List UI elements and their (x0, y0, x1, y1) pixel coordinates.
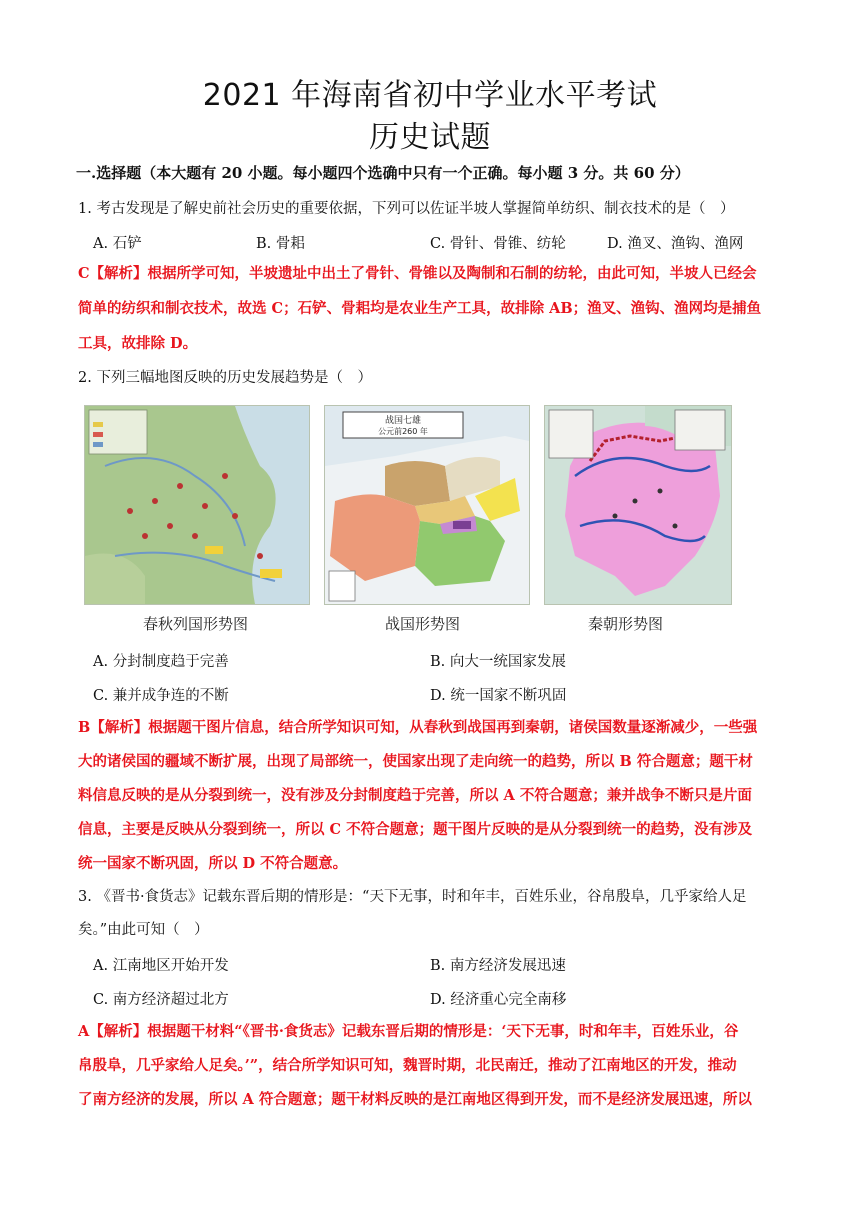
question-2-stem: 2. 下列三幅地图反映的历史发展趋势是（ ） (78, 370, 372, 386)
q2-analysis-line: 料信息反映的是从分裂到统一，没有涉及分封制度趋于完善，所以 A 不符合题意；兼并战争不断只是片面 (78, 787, 752, 804)
exam-title: 2021 年海南省初中学业水平考试 (202, 78, 658, 113)
q2-option-b[interactable]: B. 向大一统国家发展 (430, 654, 566, 670)
q2-option-d[interactable]: D. 统一国家不断巩固 (430, 688, 567, 704)
q3-analysis-line: A【解析】根据题干材料“《晋书·食货志》记载东晋后期的情形是：‘天下无事，时和年丰，百姓乐业，谷 (78, 1023, 739, 1040)
question-1-stem: 1. 考古发现是了解史前社会历史的重要依据，下列可以佐证半坡人掌握简单纺织、制衣技术的是（ ） (78, 201, 735, 217)
q1-option-d[interactable]: D. 渔叉、渔钩、渔网 (607, 236, 744, 252)
historical-maps (84, 405, 732, 605)
q2-analysis-line: 信息，主要是反映从分裂到统一，所以 C 不符合题意；题干图片反映的是从分裂到统一的趋势，没有涉及 (78, 821, 753, 838)
q1-option-a[interactable]: A. 石铲 (93, 236, 142, 252)
exam-subtitle: 历史试题 (369, 120, 491, 155)
q2-analysis-line: 统一国家不断巩固，所以 D 不符合题意。 (78, 855, 348, 872)
warring-map-title: 战国七雄 (384, 416, 422, 426)
warring-states-map (324, 405, 530, 605)
q3-option-d[interactable]: D. 经济重心完全南移 (430, 992, 567, 1008)
q3-option-c[interactable]: C. 南方经济超过北方 (93, 992, 229, 1008)
qin-dynasty-map (544, 405, 732, 605)
map-caption-warring-states: 战国形势图 (385, 615, 461, 633)
q1-analysis-line: 简单的纺织和制衣技术，故选 C；石铲、骨耜均是农业生产工具，故排除 AB；渔叉、渔钩、渔网均是捕鱼 (78, 300, 762, 317)
question-3-stem-cont: 矣。”由此可知（ ） (78, 922, 209, 938)
q1-analysis-line: C【解析】根据所学可知，半坡遗址中出土了骨针、骨锥以及陶制和石制的纺轮，由此可知，半坡人已经会 (78, 265, 757, 282)
q1-analysis-line: 工具，故排除 D。 (78, 335, 198, 352)
q2-option-c[interactable]: C. 兼并成争连的不断 (93, 688, 229, 704)
q1-option-b[interactable]: B. 骨耜 (256, 236, 305, 252)
map-caption-qin: 秦朝形势图 (588, 615, 664, 633)
q3-analysis-line: 帛殷阜，几乎家给人足矣。’”，结合所学知识可知，魏晋时期，北民南迁，推动了江南地区的开发，推动 (78, 1057, 737, 1074)
q2-option-a[interactable]: A. 分封制度趋于完善 (93, 654, 229, 670)
q2-analysis-line: 大的诸侯国的疆域不断扩展，出现了局部统一，使国家出现了走向统一的趋势，所以 B 符合题意；题干材 (78, 753, 753, 770)
q3-option-a[interactable]: A. 江南地区开始开发 (93, 958, 229, 974)
map-caption-spring-autumn: 春秋列国形势图 (143, 615, 249, 633)
section-heading: 一.选择题（本大题有 20 小题。每小题四个选确中只有一个正确。每小题 3 分。共 60 分） (76, 164, 690, 182)
spring-autumn-map (84, 405, 310, 605)
warring-map-date: 公元前260 年 (378, 427, 428, 436)
q2-analysis-line: B【解析】根据题干图片信息，结合所学知识可知，从春秋到战国再到秦朝，诸侯国数量逐渐减少，一些强 (78, 719, 758, 736)
q3-option-b[interactable]: B. 南方经济发展迅速 (430, 958, 566, 974)
question-3-stem: 3. 《晋书·食货志》记载东晋后期的情形是：“天下无事，时和年丰，百姓乐业，谷帛殷阜，几乎家给人足 (78, 889, 747, 905)
q1-option-c[interactable]: C. 骨针、骨锥、纺轮 (430, 236, 566, 252)
q3-analysis-line: 了南方经济的发展，所以 A 符合题意；题干材料反映的是江南地区得到开发，而不是经济发展迅速，所以 (78, 1091, 752, 1108)
